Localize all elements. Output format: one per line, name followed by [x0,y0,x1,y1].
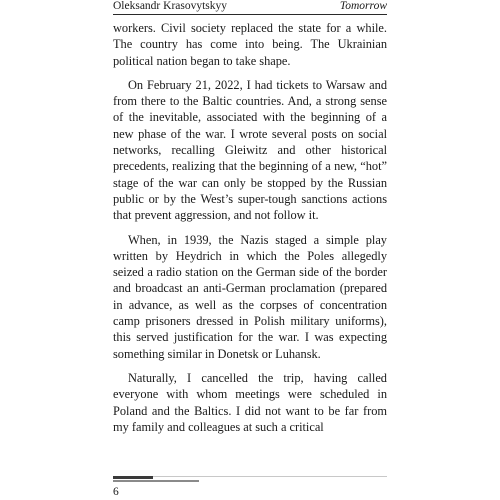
paragraph-continuation: workers. Civil society replaced the state for a while. The country has come into being. The Ukrainian political nation began to take shape. [113,21,387,68]
header-rule [113,14,387,15]
header-author: Oleksandr Krasovytskyy [113,0,228,12]
paragraph: Naturally, I cancelled the trip, having called everyone with whom meetings were scheduled in Poland and the Baltics. I did not want to be far from my family and colleagues at such a critical [113,370,387,434]
paragraph: On February 21, 2022, I had tickets to Warsaw and from there to the Baltic countries. And, a strong sense of the inevitable, associated with the beginning of a new phase of the war. I wrote several posts on social networks, recalling Gleiwitz and other historical precedents, realizing that the beginning of a new, “hot” stage of the war can only be stopped by the Russian public or by the West’s super-tough sanctions actions that prevent aggression, and not follow it. [113,77,387,223]
footer-rule-mid [113,480,199,482]
paragraph: When, in 1939, the Nazis staged a simple play written by Heydrich in which the Poles allegedly seized a radio station on the German side of the border and broadcast an anti-German proclamation (prepared in advance, as well as the corpses of concentration camp prisoners dressed in Polish military uniforms), this served justification for the war. I was expecting something similar in Donetsk or Luhansk. [113,232,387,361]
header-book-title: Tomorrow [339,0,387,12]
running-header [113,0,387,14]
footer-rule-dark [113,476,153,479]
footer-decoration [113,476,387,482]
body-text [113,20,387,443]
page-number: 6 [113,486,119,498]
footer-rule-light [153,476,387,477]
